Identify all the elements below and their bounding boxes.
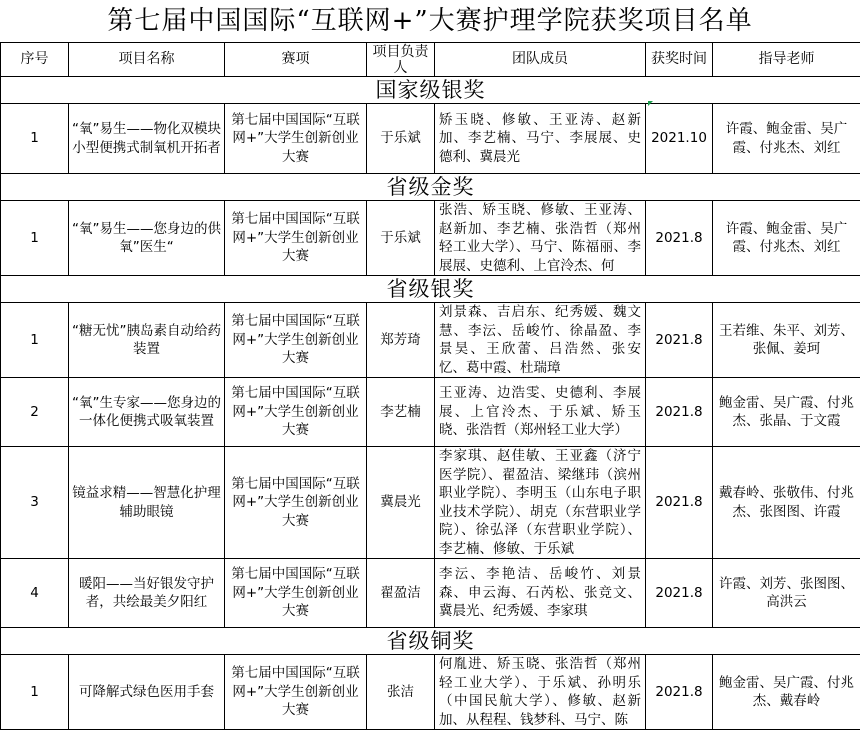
cell-no: 1 [1,303,69,378]
cell-team: 王亚涛、边浩雯、史德利、李展展、上官泠杰、于乐斌、矫玉晓、张浩哲（郑州轻工业大学） [435,378,646,447]
cell-no: 4 [1,559,69,628]
section-title: 省级银奖 [1,276,860,303]
cell-team: 矫玉晓、修敏、王亚涛、赵新加、李艺楠、马宁、李展展、史德利、冀晨光 [435,104,646,174]
section-row [1,77,860,104]
section-row [1,628,860,655]
cell-comment-marker [648,101,653,106]
cell-competition: 第七届中国国际“互联网+”大学生创新创业大赛 [225,559,367,628]
cell-team: 刘景森、吉启东、纪秀媛、魏文慧、李沄、岳峻竹、徐晶盈、李景昊、王欣蕾、吕浩然、张安忆、葛中霞、杜瑞璋 [435,303,646,378]
section-title: 省级金奖 [1,174,860,201]
cell-competition: 第七届中国国际“互联网+”大学生创新创业大赛 [225,447,367,559]
cell-date: 2021.8 [646,201,713,276]
header-no: 序号 [1,43,69,77]
cell-project: “糖无忧”胰岛素自动给药装置 [69,303,225,378]
table-row [1,447,860,559]
cell-advisor: 许霞、鲍金雷、吴广霞、付兆杰、刘红 [713,201,860,276]
header-project: 项目名称 [69,43,225,77]
cell-no: 2 [1,378,69,447]
section-title: 省级铜奖 [1,628,860,655]
section-row [1,174,860,201]
cell-leader: 郑芳琦 [367,303,435,378]
cell-competition: 第七届中国国际“互联网+”大学生创新创业大赛 [225,303,367,378]
page-title: 第七届中国国际“互联网+”大赛护理学院获奖项目名单 [0,0,860,42]
cell-advisor: 鲍金雷、吴广霞、付兆杰、张晶、于文霞 [713,378,860,447]
header-competition: 赛项 [225,43,367,77]
header-date: 获奖时间 [646,43,713,77]
cell-project: “氧”易生——您身边的供氧”医生“ [69,201,225,276]
cell-leader: 冀晨光 [367,447,435,559]
section-title: 国家级银奖 [1,77,860,104]
cell-date: 2021.8 [646,447,713,559]
cell-date: 2021.8 [646,303,713,378]
cell-team: 李沄、李艳洁、岳峻竹、刘景森、申云海、石芮松、张竞文、冀晨光、纪秀媛、李家琪 [435,559,646,628]
header-leader: 项目负责人 [367,43,435,77]
cell-leader: 张洁 [367,655,435,730]
cell-competition: 第七届中国国际“互联网+”大学生创新创业大赛 [225,104,367,174]
table-row [1,104,860,174]
cell-leader: 于乐斌 [367,104,435,174]
cell-project: 镜益求精——智慧化护理辅助眼镜 [69,447,225,559]
header-team: 团队成员 [435,43,646,77]
cell-project: “氧”生专家——您身边的一体化便携式吸氧装置 [69,378,225,447]
section-row [1,276,860,303]
cell-advisor: 许霞、鲍金雷、吴广霞、付兆杰、刘红 [713,104,860,174]
cell-project: 可降解式绿色医用手套 [69,655,225,730]
cell-leader: 于乐斌 [367,201,435,276]
table-row [1,559,860,628]
table-row [1,655,860,730]
cell-advisor: 许霞、刘芳、张图图、高洪云 [713,559,860,628]
cell-competition: 第七届中国国际“互联网+”大学生创新创业大赛 [225,378,367,447]
cell-advisor: 王若维、朱平、刘芳、张佩、姜珂 [713,303,860,378]
table-row [1,303,860,378]
cell-competition: 第七届中国国际“互联网+”大学生创新创业大赛 [225,655,367,730]
cell-no: 1 [1,104,69,174]
cell-date: 2021.8 [646,655,713,730]
cell-no: 3 [1,447,69,559]
cell-advisor: 戴春岭、张敬伟、付兆杰、张图图、许霞 [713,447,860,559]
cell-competition: 第七届中国国际“互联网+”大学生创新创业大赛 [225,201,367,276]
cell-date: 2021.8 [646,559,713,628]
header-advisor: 指导老师 [713,43,860,77]
header-row [1,43,860,77]
cell-advisor: 鲍金雷、吴广霞、付兆杰、戴春岭 [713,655,860,730]
cell-team: 李家琪、赵佳敏、王亚鑫（济宁医学院）、翟盈洁、梁继玮（滨州职业学院）、李明玉（山东电子职业技术学院）、胡克（东营职业学院）、徐弘泽（东营职业学院）、李艺楠、修敏、于乐斌 [435,447,646,559]
table-row [1,201,860,276]
cell-team: 何胤进、矫玉晓、张浩哲（郑州轻工业大学）、于乐斌、孙明乐（中国民航大学）、修敏、赵新加、从程程、钱梦科、马宁、陈 [435,655,646,730]
cell-no: 1 [1,201,69,276]
cell-date: 2021.10 [646,104,713,174]
cell-project: “氧”易生——物化双模块小型便携式制氧机开拓者 [69,104,225,174]
cell-date: 2021.8 [646,378,713,447]
cell-team: 张浩、矫玉晓、修敏、王亚涛、赵新加、李艺楠、张浩哲（郑州轻工业大学）、马宁、陈福丽、李展展、史德利、上官泠杰、何 [435,201,646,276]
award-table [0,42,860,730]
table-row [1,378,860,447]
cell-leader: 翟盈洁 [367,559,435,628]
cell-project: 暖阳——当好银发守护者，共绘最美夕阳红 [69,559,225,628]
cell-leader: 李艺楠 [367,378,435,447]
cell-no: 1 [1,655,69,730]
